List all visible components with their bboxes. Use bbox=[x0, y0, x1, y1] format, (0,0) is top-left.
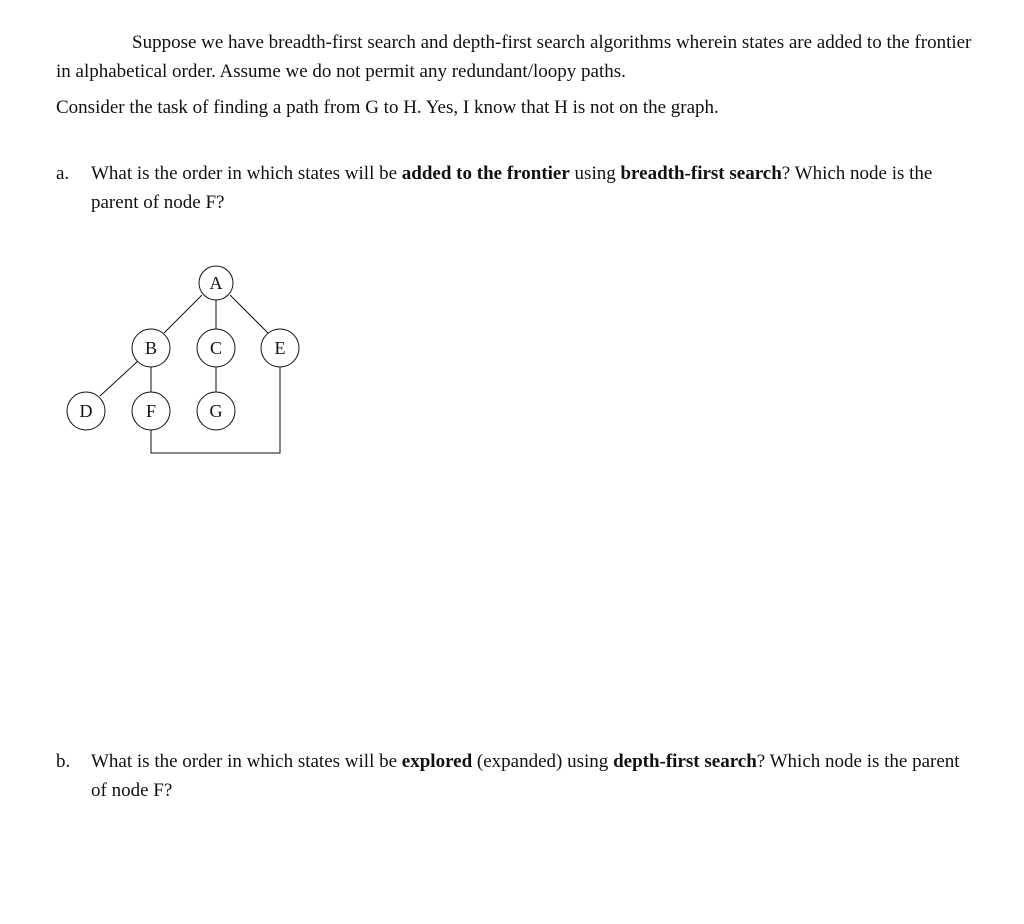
node-e-label: E bbox=[274, 338, 286, 358]
question-a-part3: ? Which node is the parent of node F? bbox=[91, 163, 933, 213]
node-b-label: B bbox=[144, 338, 158, 358]
edge-a-b bbox=[164, 295, 202, 333]
question-a-emphasis-frontier: added to the frontier bbox=[401, 163, 570, 184]
node-f-label: F bbox=[145, 401, 157, 421]
edge-a-e bbox=[230, 295, 268, 333]
question-b-emphasis-dfs: depth-first search bbox=[613, 751, 757, 772]
question-a-part2: using bbox=[569, 163, 621, 184]
question-a-text bbox=[91, 159, 961, 217]
question-b-part2: (expanded) using bbox=[472, 751, 614, 772]
intro-paragraph: Suppose we have breadth-first search and depth-first search algorithms wherein states are added to the frontier in alphabetical order. Assume we do not permit any redundant/loopy paths. bbox=[56, 32, 972, 82]
task-paragraph: Consider the task of finding a path from G to H. Yes, I know that H is not on the graph. bbox=[56, 97, 719, 118]
question-b-part3: ? Which node is the parent of node F? bbox=[91, 751, 960, 801]
question-a-emphasis-bfs: breadth-first search bbox=[620, 163, 782, 184]
question-a-part1: What is the order in which states will be bbox=[91, 163, 402, 184]
edge-b-d bbox=[100, 361, 138, 396]
question-b-text bbox=[91, 747, 961, 805]
node-g-label: G bbox=[209, 401, 223, 421]
node-c-label: C bbox=[209, 338, 223, 358]
node-d-label: D bbox=[79, 401, 93, 421]
question-b-part1: What is the order in which states will be bbox=[91, 751, 402, 772]
question-b-label: b. bbox=[56, 751, 71, 772]
question-b-emphasis-explored: explored bbox=[401, 751, 473, 772]
search-graph bbox=[56, 250, 316, 460]
node-a-label: A bbox=[209, 273, 223, 293]
question-a-label: a. bbox=[56, 163, 70, 184]
